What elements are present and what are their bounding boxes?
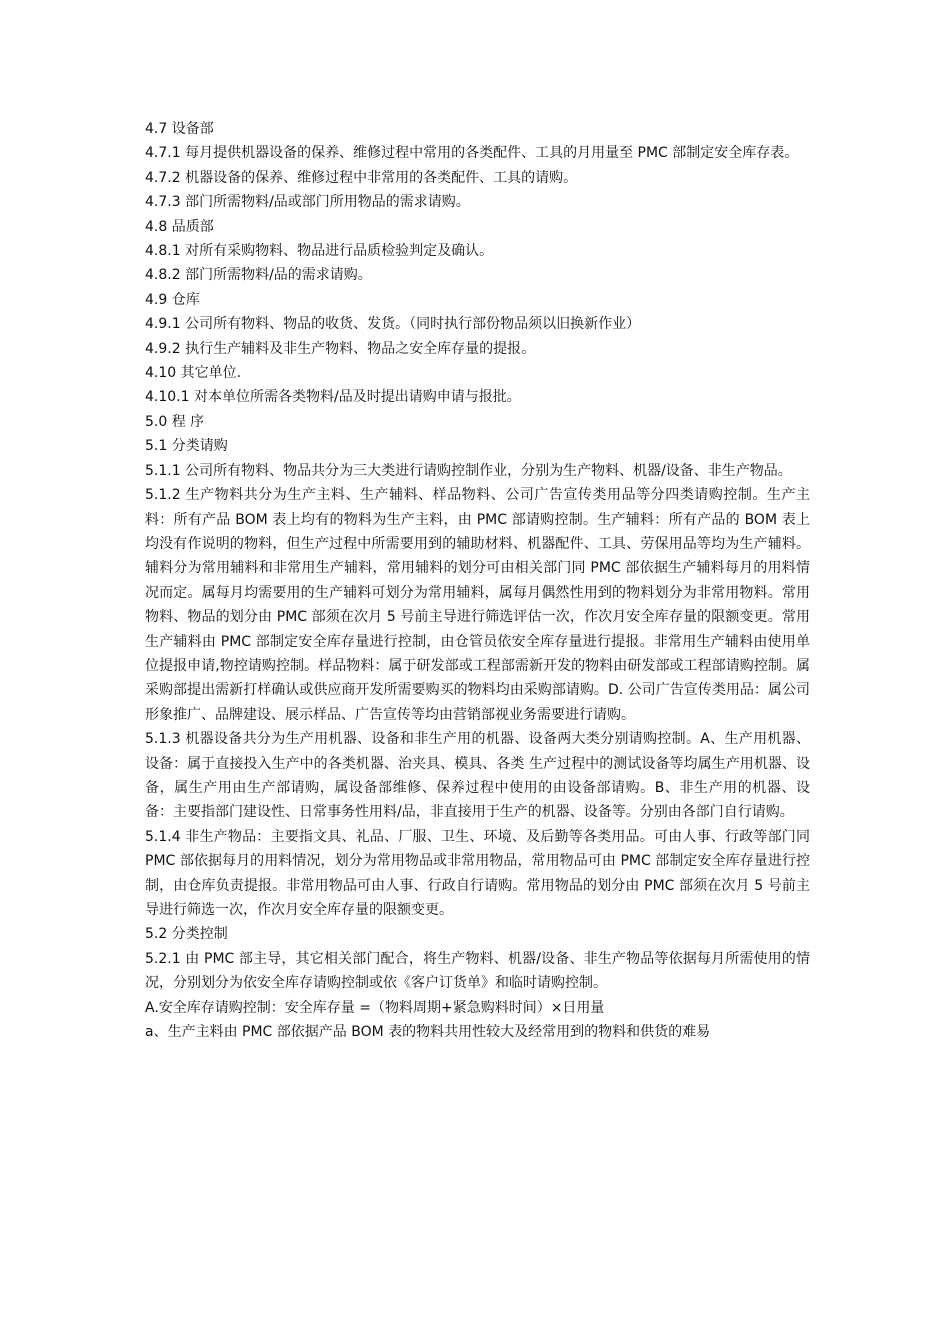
paragraph: 4.7.2 机器设备的保养、维修过程中非常用的各类配件、工具的请购。 xyxy=(145,169,578,186)
paragraph: A.安全库存请购控制：安全库存量 =（物料周期+紧急购料时间）×日用量 xyxy=(145,999,605,1016)
section-heading: 5.1 分类请购 xyxy=(145,438,228,455)
paragraph: 4.7.3 部门所需物料/品或部门所用物品的需求请购。 xyxy=(145,194,470,211)
section-heading: 4.9 仓库 xyxy=(145,291,200,308)
paragraph: 4.10.1 对本单位所需各类物料/品及时提出请购申请与报批。 xyxy=(145,389,521,406)
paragraph: 4.9.1 公司所有物料、物品的收货、发货。（同时执行部份物品须以旧换新作业） xyxy=(145,316,641,333)
paragraph: 4.8.1 对所有采购物料、物品进行品质检验判定及确认。 xyxy=(145,243,494,260)
section-heading: 4.10 其它单位. xyxy=(145,365,242,382)
document-page xyxy=(145,117,810,1044)
paragraph: 4.9.2 执行生产辅料及非生产物料、物品之安全库存量的提报。 xyxy=(145,340,536,357)
paragraph: 5.1.4 非生产物品：主要指文具、礼品、厂服、卫生、环境、及后勤等各类用品。可由人事、行政等部门同 PMC 部依据每月的用料情况，划分为常用物品或非常用物品，常用物品可由 PMC 部制定安全库存量进行控制，由仓库负责提报。非常用物品可由人事、行政自行请购。常用物品的划分由 PMC 部须在次月 5 号前主导进行筛选一次，作次月安全库存量的限额变更。 xyxy=(145,828,810,918)
section-heading: 5.2 分类控制 xyxy=(145,926,228,943)
paragraph: 5.1.3 机器设备共分为生产用机器、设备和非生产用的机器、设备两大类分别请购控制。A、生产用机器、设备：属于直接投入生产中的各类机器、治夹具、模具、各类 生产过程中的测试设备等均属生产用机器、设备，属生产用由生产部请购，属设备部维修、保养过程中使用的由设备部请购。B、非生产用的机器、设备：主要指部门建设性、日常事务性用料/品，非直接用于生产的机器、设备等。分别由各部门自行请购。 xyxy=(145,731,810,821)
section-heading: 4.7 设备部 xyxy=(145,121,214,137)
paragraph: a、生产主料由 PMC 部依据产品 BOM 表的物料共用性较大及经常用到的物料和供货的难易 xyxy=(145,1024,711,1041)
paragraph: 4.8.2 部门所需物料/品的需求请购。 xyxy=(145,267,372,284)
section-heading: 4.8 品质部 xyxy=(145,218,214,235)
paragraph: 5.1.2 生产物料共分为生产主料、生产辅料、样品物料、公司广告宣传类用品等分四类请购控制。生产主料：所有产品 BOM 表上均有的物料为生产主料，由 PMC 部请购控制。生产辅料：所有产品的 BOM 表上均没有作说明的物料，但生产过程中所需要用到的辅助材料、机器配件、工具、劳保用品等均为生产辅料。辅料分为常用辅料和非常用生产辅料，常用辅料的划分可由相关部门同 PMC 部依据生产辅料每月的用料情况而定。属每月均需要用的生产辅料可划分为常用辅料，属每月偶然性用到的物料划分为非常用物料。常用物料、物品的划分由 PMC 部须在次月 5 号前主导进行筛选评估一次，作次月安全库存量的限额变更。常用生产辅料由 PMC 部制定安全库存量进行控制，由仓管员依安全库存量进行提报。非常用生产辅料由使用单位提报申请,物控请购控制。样品物料：属于研发部或工程部需新开发的物料由研发部或工程部请购控制。属采购部提出需新打样确认或供应商开发所需要购买的物料均由采购部请购。D. 公司广告宣传类用品：属公司形象推广、品牌建设、展示样品、广告宣传等均由营销部视业务需要进行请购。 xyxy=(145,487,810,723)
section-heading: 5.0 程 序 xyxy=(145,413,205,430)
paragraph: 4.7.1 每月提供机器设备的保养、维修过程中常用的各类配件、工具的月用量至 PMC 部制定安全库存表。 xyxy=(145,145,799,162)
paragraph: 5.2.1 由 PMC 部主导，其它相关部门配合，将生产物料、机器/设备、非生产物品等依据每月所需使用的情况，分别划分为依安全库存请购控制或依《客户订货单》和临时请购控制。 xyxy=(145,950,810,992)
paragraph: 5.1.1 公司所有物料、物品共分为三大类进行请购控制作业，分别为生产物料、机器/设备、非生产物品。 xyxy=(145,462,792,479)
